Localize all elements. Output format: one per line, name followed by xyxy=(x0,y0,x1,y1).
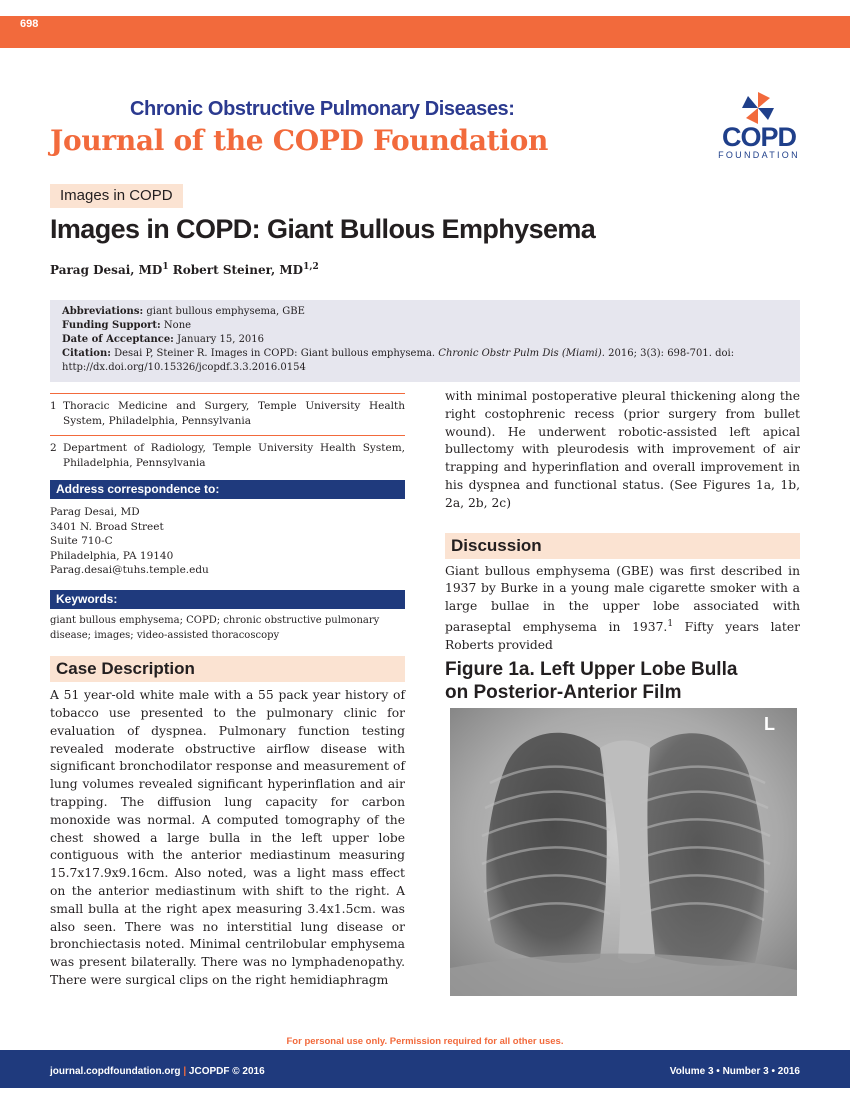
address-line: Suite 710-C xyxy=(50,535,113,548)
article-metadata-box xyxy=(50,300,800,382)
address-block xyxy=(50,499,405,578)
pinwheel-icon xyxy=(740,90,776,126)
footer-bar xyxy=(0,1050,850,1088)
citation-journal: Chronic Obstr Pulm Dis (Miami). xyxy=(438,348,605,359)
affiliation-2 xyxy=(50,435,405,477)
logo-subtitle: FOUNDATION xyxy=(718,150,800,160)
logo-word: COPD xyxy=(721,122,796,152)
acceptance-label: Date of Acceptance: xyxy=(62,334,174,345)
page-number: 698 xyxy=(20,18,39,30)
right-column xyxy=(445,388,800,655)
discussion-text xyxy=(445,563,800,655)
reference-superscript: 1 xyxy=(667,618,674,629)
top-bar xyxy=(0,16,850,48)
case-heading: Case Description xyxy=(50,656,405,682)
figure-title-line-2: on Posterior-Anterior Film xyxy=(445,682,682,703)
copd-foundation-logo xyxy=(716,90,802,162)
case-text: A 51 year-old white male with a 55 pack year history of tobacco use presented to the pulmonary clinic for evaluation of dyspnea. Pulmonary function testing revealed moderate obstructive airflow disease with significant bronchodilator response and measurement of lung volumes revealed significant hyperinflation and air trapping. The diffusion lung capacity for carbon monoxide was normal. A computed tomography of the chest showed a large bulla in the left upper lobe contiguous with the anterior mediastinum measuring 15.7x17.9x9.16cm. Also noted, was a light mass effect on the anterior mediastinum with shift to the right. A small bulla at the right apex measuring 3.4x1.5cm. was also seen. There was no interstitial lung disease or bronchiectasis noted. Minimal centrilobular emphysema was present bilaterally. There was no lymphadenopathy. There were surgical clips on the right hemidiaphragm xyxy=(50,688,405,987)
xray-drawing xyxy=(450,708,797,996)
abbrev-value: giant bullous emphysema, GBE xyxy=(146,306,305,317)
author-1-affiliation: 1 xyxy=(162,262,169,272)
citation-doi[interactable]: 2016; 3(3): 698-701. doi: http://dx.doi.org/10.15326/jcopdf.3.3.2016.0154 xyxy=(62,348,735,373)
discussion-body: Giant bullous emphysema (GBE) was first described in 1937 by Burke in a young male cigarette smoker with a large bullae in the upper lobe associated with paraseptal emphysema in 1937. xyxy=(445,563,800,635)
author-2-affiliation: 1,2 xyxy=(303,262,319,272)
journal-site-link[interactable]: journal.copdfoundation.org xyxy=(50,1066,181,1077)
section-tag: Images in COPD xyxy=(50,184,183,208)
journal-title: Journal of the COPD Foundation xyxy=(50,124,549,157)
abbrev-label: Abbreviations: xyxy=(62,306,144,317)
authors xyxy=(50,262,319,277)
footer-left xyxy=(50,1066,265,1077)
left-column xyxy=(50,393,405,990)
author-1: Parag Desai, MD xyxy=(50,263,163,277)
citation-text: Desai P, Steiner R. Images in COPD: Giant bullous emphysema. xyxy=(114,348,436,359)
journal-subtitle: Chronic Obstructive Pulmonary Diseases: xyxy=(130,98,515,120)
citation-label: Citation: xyxy=(62,348,111,359)
address-line: Parag Desai, MD xyxy=(50,506,140,518)
xray-side-marker: L xyxy=(764,714,775,734)
chest-xray-image xyxy=(450,708,797,996)
funding-value: None xyxy=(163,320,192,331)
discussion-heading: Discussion xyxy=(445,533,800,559)
figure-title-line-1: Figure 1a. Left Upper Lobe Bulla xyxy=(445,659,738,680)
address-line: 3401 N. Broad Street xyxy=(50,520,164,533)
affiliation-1 xyxy=(50,393,405,435)
address-line: Philadelphia, PA 19140 xyxy=(50,549,174,562)
usage-notice: For personal use only. Permission required for all other uses. xyxy=(286,1036,564,1047)
footer-copyright: JCOPDF © 2016 xyxy=(188,1066,265,1077)
article-title: Images in COPD: Giant Bullous Emphysema xyxy=(50,214,596,244)
discussion-body-tail: Fifty years later Roberts provided xyxy=(445,620,800,652)
affiliation-text: Department of Radiology, Temple University Health System, Philadelphia, Pennsylvania xyxy=(63,442,405,469)
footer-volume: Volume 3 • Number 3 • 2016 xyxy=(669,1066,800,1077)
figure-title xyxy=(445,658,805,704)
keywords-heading: Keywords: xyxy=(50,590,405,609)
case-text-continued: with minimal postoperative pleural thickening along the right costophrenic recess (prior surgery from bullet wound). He underwent robotic-assisted left apical bullectomy with pleurodesis with improvement of air trapping and hyperinflation and overall improvement in his dyspnea and functional status. (See Figures 1a, 1b, 2a, 2b, 2c) xyxy=(445,389,800,510)
affiliation-number: 2 xyxy=(50,442,57,454)
email-link[interactable]: Parag.desai@tuhs.temple.edu xyxy=(50,564,209,577)
affiliation-text: Thoracic Medicine and Surgery, Temple University Health System, Philadelphia, Pennsylvania xyxy=(63,400,405,427)
affiliation-number: 1 xyxy=(50,400,57,412)
footer-separator: | xyxy=(183,1066,187,1077)
keywords-text: giant bullous emphysema; COPD; chronic obstructive pulmonary disease; images; video-assisted thoracoscopy xyxy=(50,614,380,641)
funding-label: Funding Support: xyxy=(62,320,161,331)
acceptance-value: January 15, 2016 xyxy=(177,334,265,345)
author-2: Robert Steiner, MD xyxy=(172,263,304,277)
address-heading: Address correspondence to: xyxy=(50,480,405,499)
